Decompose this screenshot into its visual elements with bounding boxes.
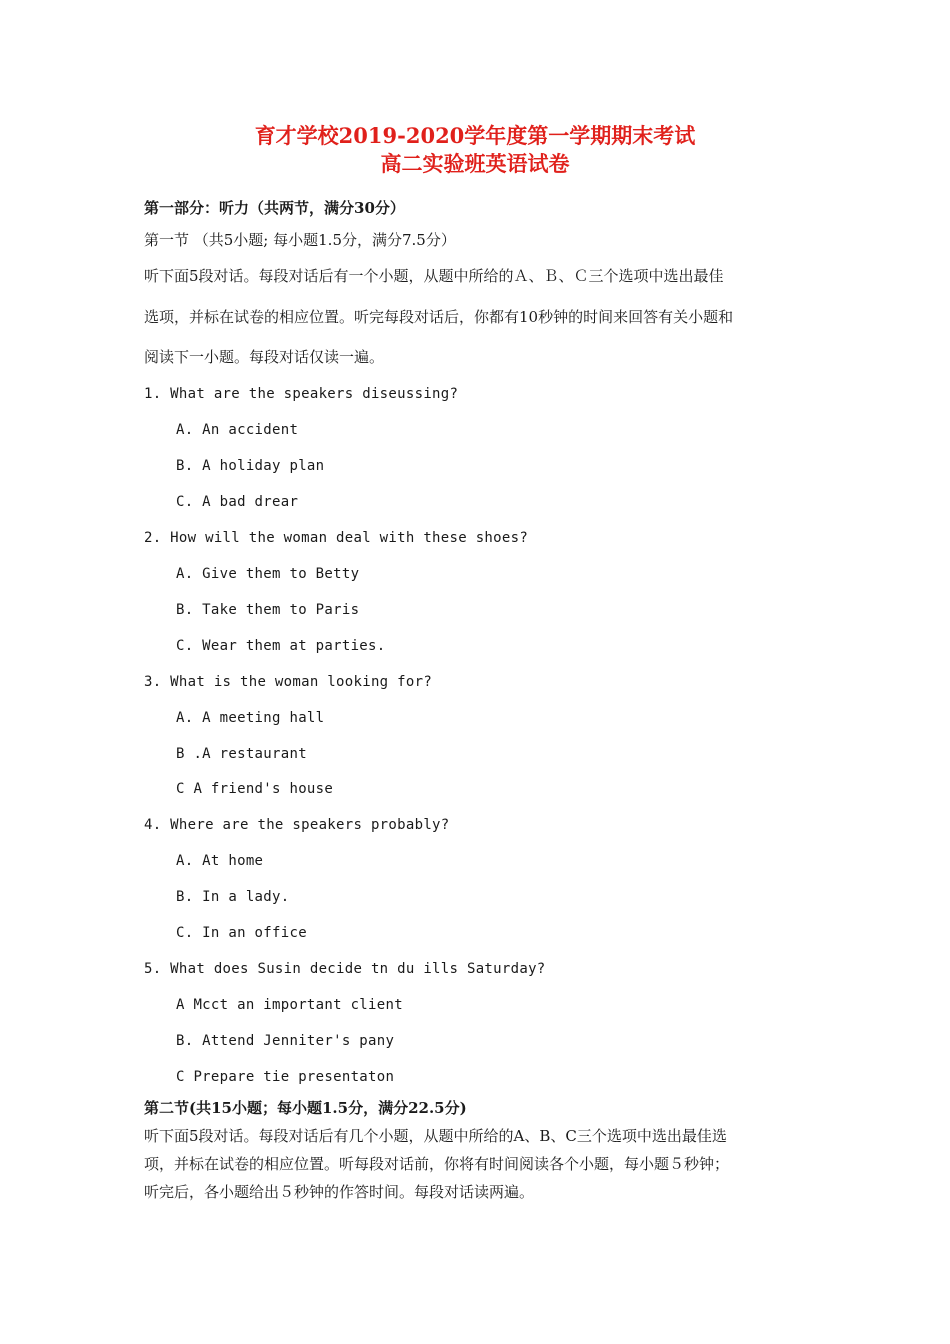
section1-instruction-line: 阅读下一小题。每段对话仅读一遍。 (144, 348, 385, 366)
answer-option: A. At home (176, 853, 264, 869)
section2-instruction-line: 听下面5段对话。每段对话后有几个小题，从题中所给的A、B、C三个选项中选出最佳选 (144, 1127, 727, 1145)
question-stem: 1. What are the speakers diseussing? (144, 386, 459, 402)
exam-title-line1: 育才学校2019-2020学年度第一学期期末考试 (254, 123, 696, 148)
answer-option: A. An accident (176, 422, 299, 438)
section2-heading: 第二节(共15小题；每小题1.5分，满分22.5分) (144, 1099, 467, 1117)
answer-option: B. Attend Jenniter's pany (176, 1033, 395, 1049)
question-stem: 3. What is the woman looking for? (144, 674, 433, 690)
exam-title-line2: 高二实验班英语试卷 (380, 151, 570, 176)
section1-instruction-line: 听下面5段对话。每段对话后有一个小题，从题中所给的Ａ、Ｂ、Ｃ三个选项中选出最佳 (144, 267, 724, 285)
answer-option: A. A meeting hall (176, 710, 325, 726)
answer-option: C. A bad drear (176, 494, 299, 510)
part1-heading: 第一部分：听力（共两节，满分30分） (144, 199, 405, 217)
answer-option: C. In an office (176, 925, 307, 941)
answer-option: B. A holiday plan (176, 458, 325, 474)
answer-option: A Mcct an important client (176, 997, 403, 1013)
section2-instruction-line: 听完后，各小题给出５秒钟的作答时间。每段对话读两遍。 (144, 1183, 535, 1201)
answer-option: C A friend's house (176, 781, 334, 797)
answer-option: A. Give them to Betty (176, 566, 360, 582)
answer-option: B .A restaurant (176, 746, 307, 762)
answer-option: C Prepare tie presentaton (176, 1069, 395, 1085)
section2-instruction-line: 项，并标在试卷的相应位置。听每段对话前，你将有时间阅读各个小题，每小题５秒钟； (144, 1155, 730, 1173)
answer-option: C. Wear them at parties. (176, 638, 386, 654)
section1-instruction-line: 选项，并标在试卷的相应位置。听完每段对话后，你都有10秒钟的时间来回答有关小题和 (144, 308, 734, 326)
question-stem: 2. How will the woman deal with these shoes? (144, 530, 529, 546)
answer-option: B. Take them to Paris (176, 602, 360, 618)
question-stem: 5. What does Susin decide tn du ills Saturday? (144, 961, 546, 977)
section1-heading: 第一节 （共5小题; 每小题1.5分，满分7.5分） (144, 231, 456, 249)
answer-option: B. In a lady. (176, 889, 290, 905)
question-stem: 4. Where are the speakers probably? (144, 817, 450, 833)
